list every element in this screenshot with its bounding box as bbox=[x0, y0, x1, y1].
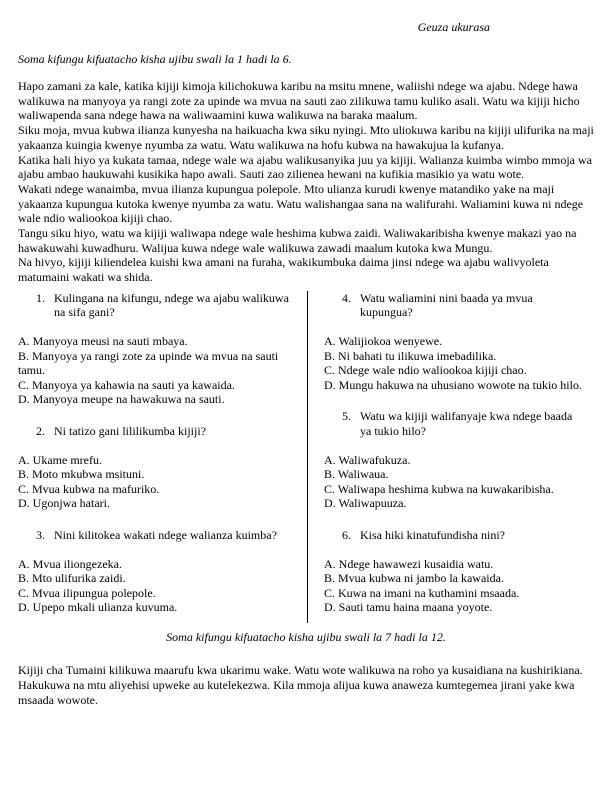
answer-option: A. Ukame mrefu. bbox=[18, 452, 102, 467]
question-block bbox=[324, 291, 584, 393]
answer-option: A. Waliwafukuza. bbox=[324, 452, 411, 467]
questions-column-right bbox=[324, 291, 584, 623]
answer-options bbox=[18, 453, 294, 511]
question-block bbox=[18, 424, 294, 511]
question-prompt: Kisa hiki kinatufundisha nini? bbox=[360, 527, 505, 542]
answer-option: C. Mvua ilipungua polepole. bbox=[18, 585, 156, 600]
answer-option: B. Ni bahati tu ilikuwa imebadilika. bbox=[324, 348, 497, 363]
question-number: 6. bbox=[342, 527, 351, 542]
answer-option: D. Manyoya meupe na hawakuwa na sauti. bbox=[18, 392, 225, 407]
answer-option: A. Ndege hawawezi kusaidia watu. bbox=[324, 556, 494, 571]
passage-paragraph: Katika hali hiyo ya kukata tamaa, ndege wale wa ajabu walikusanyika juu ya kijiji. Walianza kuimba wimbo mmoja wa ajabu ambao haukuwahi kusikika hapo awali. Sauti zao zilienea hewani na kufikia masikio ya watu wote. bbox=[18, 152, 592, 182]
question-prompt: Watu waliamini nini baada ya mvua kupungua? bbox=[360, 290, 533, 320]
question-prompt: Nini kilitokea wakati ndege walianza kuimba? bbox=[54, 527, 277, 542]
passage-paragraph: Na hivyo, kijiji kiliendelea kuishi kwa amani na furaha, wakikumbuka daima jinsi ndege wa ajabu walivyoleta matumaini wakati wa shida. bbox=[18, 255, 549, 285]
page-turn-note: Geuza ukurasa bbox=[417, 20, 490, 34]
answer-options bbox=[324, 557, 584, 615]
answer-option: B. Mto ulifurika zaidi. bbox=[18, 571, 126, 586]
answer-option: D. Waliwapuuza. bbox=[324, 496, 407, 511]
answer-option: D. Mungu hakuwa na uhusiano wowote na tukio hilo. bbox=[324, 377, 582, 392]
answer-option: D. Sauti tamu haina maana yoyote. bbox=[324, 600, 493, 615]
passage-paragraph: Tangu siku hiyo, watu wa kijiji waliwapa ndege wale heshima kubwa zaidi. Waliwakaribisha kwenye makazi yao na hawakuwahi kuwadhuru. Walijua kuwa ndege wale walikuwa zawadi maalum kutoka kwa Mungu. bbox=[18, 226, 577, 255]
question-number: 3. bbox=[36, 527, 45, 542]
answer-option: C. Waliwapa heshima kubwa na kuwakaribisha. bbox=[324, 481, 554, 496]
question-heading bbox=[36, 424, 294, 439]
question-heading bbox=[36, 528, 294, 543]
passage-paragraph: Wakati ndege wanaimba, mvua ilianza kupungua polepole. Mto ulianza kurudi kwenye matandiko yake na maji yakaanza kupungua kutoka kwenye nyumba za watu. Watu walishangaa sana na walifurahi. Waliamini kuwa ni ndege wale ndio waliookoa kijiji chao. bbox=[18, 181, 584, 226]
questions-column-left bbox=[18, 291, 294, 623]
answer-options bbox=[18, 557, 294, 615]
answer-option: B. Mvua kubwa ni jambo la kawaida. bbox=[324, 571, 504, 586]
passage-paragraph: Kijiji cha Tumaini kilikuwa maarufu kwa ukarimu wake. Watu wote walikuwa na roho ya kusaidiana na kushirikiana. Hakukuwa na mtu aliyehisi upweke au kutelekezwa. Kila mmoja alijua kuwa anaweza kumtegemea jirani yake kwa msaada wowote. bbox=[18, 662, 583, 707]
passage-2 bbox=[18, 663, 594, 708]
question-heading bbox=[342, 528, 584, 543]
question-heading bbox=[342, 291, 584, 320]
question-number: 1. bbox=[36, 290, 45, 305]
answer-options bbox=[324, 334, 584, 392]
answer-option: C. Mvua kubwa na mafuriko. bbox=[18, 481, 160, 496]
question-prompt: Watu wa kijiji walifanyaje kwa ndege baada ya tukio hilo? bbox=[360, 409, 573, 438]
answer-option: D. Ugonjwa hatari. bbox=[18, 496, 110, 511]
passage-1 bbox=[18, 79, 594, 285]
question-number: 4. bbox=[342, 290, 351, 305]
answer-option: D. Upepo mkali ulianza kuvuma. bbox=[18, 600, 178, 615]
answer-option: B. Moto mkubwa msituni. bbox=[18, 467, 145, 482]
section2-instruction: Soma kifungu kifuatacho kisha ujibu swali la 7 hadi la 12. bbox=[166, 629, 446, 644]
question-block bbox=[18, 528, 294, 615]
column-divider-line bbox=[307, 291, 308, 623]
question-number: 2. bbox=[36, 423, 45, 438]
question-heading bbox=[36, 291, 294, 320]
answer-option: B. Waliwaua. bbox=[324, 467, 389, 482]
passage-paragraph: Hapo zamani za kale, katika kijiji kimoja kilichokuwa karibu na msitu mnene, waliishi ndege wa ajabu. Ndege hawa walikuwa na manyoya ya rangi zote za upinde wa mvua na sauti zao zilikuwa tamu kuliko asali. Watu wa kijiji hicho waliwapenda sana ndege hawa na waliwaamini kuwa walikuwa na baraka maalum. bbox=[18, 79, 580, 123]
answer-option: C. Manyoya ya kahawia na sauti ya kawaida. bbox=[18, 377, 235, 392]
question-block bbox=[18, 291, 294, 407]
answer-options bbox=[324, 453, 584, 511]
answer-option: B. Manyoya ya rangi zote za upinde wa mvua na sauti tamu. bbox=[18, 348, 279, 378]
question-number: 5. bbox=[342, 409, 351, 424]
answer-option: A. Manyoya meusi na sauti mbaya. bbox=[18, 334, 188, 349]
passage-paragraph: Siku moja, mvua kubwa ilianza kunyesha na haikuacha kwa siku nyingi. Mto uliokuwa karibu na kijiji ulifurika na maji yakaanza kuingia kwenye nyumba za watu. Watu walikuwa na hofu kubwa na hawakujua la kufanya. bbox=[18, 123, 594, 152]
question-heading bbox=[342, 409, 584, 438]
answer-option: C. Ndege wale ndio waliookoa kijiji chao. bbox=[324, 363, 527, 378]
question-block bbox=[324, 528, 584, 615]
section1-instruction: Soma kifungu kifuatacho kisha ujibu swali la 1 hadi la 6. bbox=[18, 52, 292, 66]
question-block bbox=[324, 409, 584, 511]
answer-options bbox=[18, 334, 294, 407]
questions-columns bbox=[18, 291, 594, 623]
answer-option: C. Kuwa na imani na kuthamini msaada. bbox=[324, 585, 520, 600]
question-prompt: Kulingana na kifungu, ndege wa ajabu walikuwa na sifa gani? bbox=[54, 290, 289, 320]
answer-option: A. Mvua iliongezeka. bbox=[18, 556, 122, 571]
answer-option: A. Walijiokoa wenyewe. bbox=[324, 334, 443, 349]
question-prompt: Ni tatizo gani lililikumba kijiji? bbox=[54, 423, 206, 438]
